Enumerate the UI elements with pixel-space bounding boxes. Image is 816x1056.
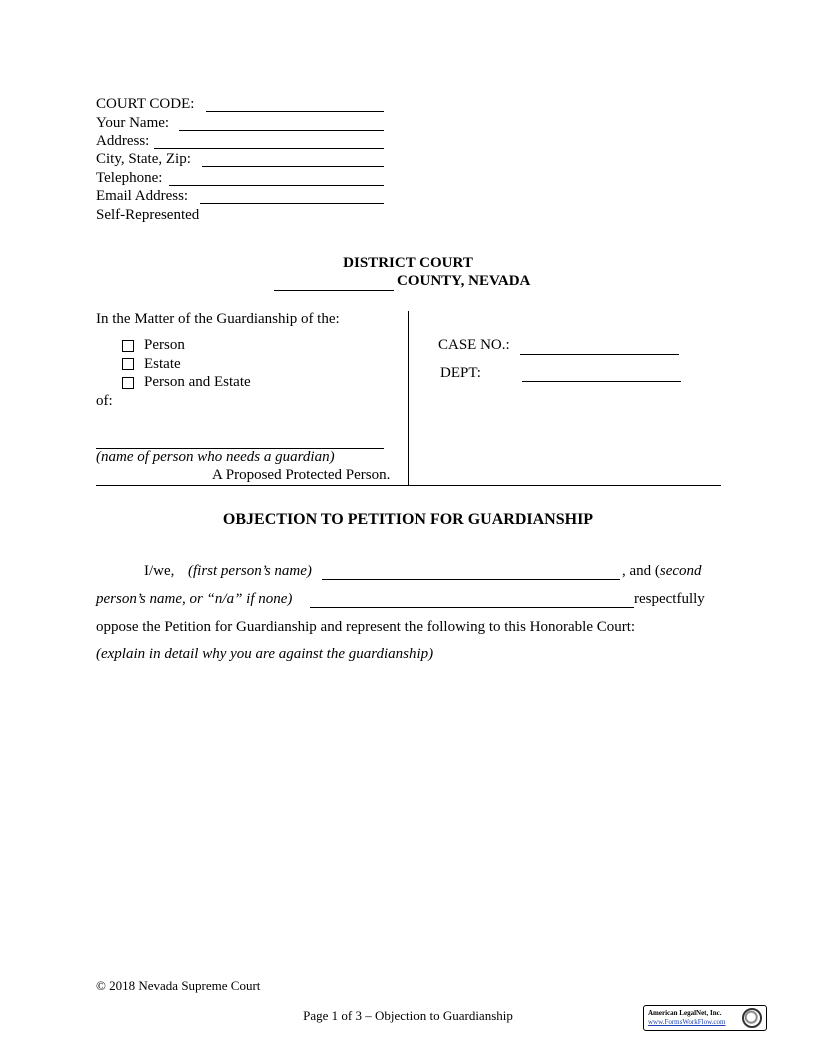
and-text: , and (second xyxy=(622,563,702,579)
email-label: Email Address: xyxy=(96,188,189,204)
body-line-1 xyxy=(96,561,714,581)
person-option-label: Person xyxy=(144,337,185,353)
explain-hint: (explain in detail why you are against the guardianship) xyxy=(96,646,434,662)
self-represented: Self-Represented xyxy=(96,207,200,223)
second-person-hint: person’s name, or “n/a” if none) xyxy=(96,591,293,607)
telephone-label: Telephone: xyxy=(96,170,163,186)
dept-field[interactable] xyxy=(522,381,681,382)
body-line-3: oppose the Petition for Guardianship and represent the following to this Honorable Court: xyxy=(96,619,636,635)
caption-horizontal-rule xyxy=(96,485,721,486)
your-name-field[interactable] xyxy=(179,130,384,131)
logo-company: American LegalNet, Inc. xyxy=(648,1009,722,1017)
court-name: DISTRICT COURT xyxy=(343,255,473,271)
name-hint: (name of person who needs a guardian) xyxy=(96,449,335,465)
dept-label: DEPT: xyxy=(440,365,481,381)
estate-checkbox[interactable] xyxy=(122,358,134,370)
copyright: © 2018 Nevada Supreme Court xyxy=(96,978,261,993)
city-state-zip-label: City, State, Zip: xyxy=(96,151,191,167)
court-code-label: COURT CODE: xyxy=(96,96,195,112)
document-title: OBJECTION TO PETITION FOR GUARDIANSHIP xyxy=(222,511,594,528)
address-field[interactable] xyxy=(154,148,384,149)
seal-icon xyxy=(742,1008,762,1028)
logo-url[interactable]: www.FormsWorkFlow.com xyxy=(648,1018,726,1026)
person-and-estate-checkbox[interactable] xyxy=(122,377,134,389)
iwe-text: I/we, xyxy=(144,563,175,579)
telephone-field[interactable] xyxy=(169,185,384,186)
court-code-field[interactable] xyxy=(206,111,384,112)
of-label: of: xyxy=(96,393,113,409)
address-row xyxy=(96,132,149,150)
second-person-name-field[interactable] xyxy=(310,607,634,608)
county-field[interactable] xyxy=(274,290,394,291)
first-person-hint: (first person’s name) xyxy=(188,563,312,579)
email-row xyxy=(96,187,188,205)
proposed-protected-person: A Proposed Protected Person. xyxy=(212,467,391,483)
telephone-row xyxy=(96,169,162,187)
county-label: COUNTY, NEVADA xyxy=(397,273,531,289)
email-field[interactable] xyxy=(200,203,384,204)
caption-vertical-rule xyxy=(408,311,409,485)
first-person-name-field[interactable] xyxy=(322,579,620,580)
estate-option-label: Estate xyxy=(144,356,181,372)
case-no-label: CASE NO.: xyxy=(438,337,510,353)
publisher-logo xyxy=(643,1005,767,1031)
person-and-estate-option-label: Person and Estate xyxy=(144,374,251,390)
page-footer: Page 1 of 3 – Objection to Guardianship xyxy=(303,1008,513,1023)
matter-label: In the Matter of the Guardianship of the: xyxy=(96,311,340,327)
body-line-2 xyxy=(96,589,714,609)
address-label: Address: xyxy=(96,133,150,149)
city-state-zip-field[interactable] xyxy=(202,166,384,167)
court-code-row xyxy=(96,95,194,113)
city-row xyxy=(96,150,191,168)
your-name-label: Your Name: xyxy=(96,115,170,131)
case-no-field[interactable] xyxy=(520,354,679,355)
your-name-row xyxy=(96,114,169,132)
person-checkbox[interactable] xyxy=(122,340,134,352)
respectfully-text: respectfully xyxy=(634,591,705,607)
